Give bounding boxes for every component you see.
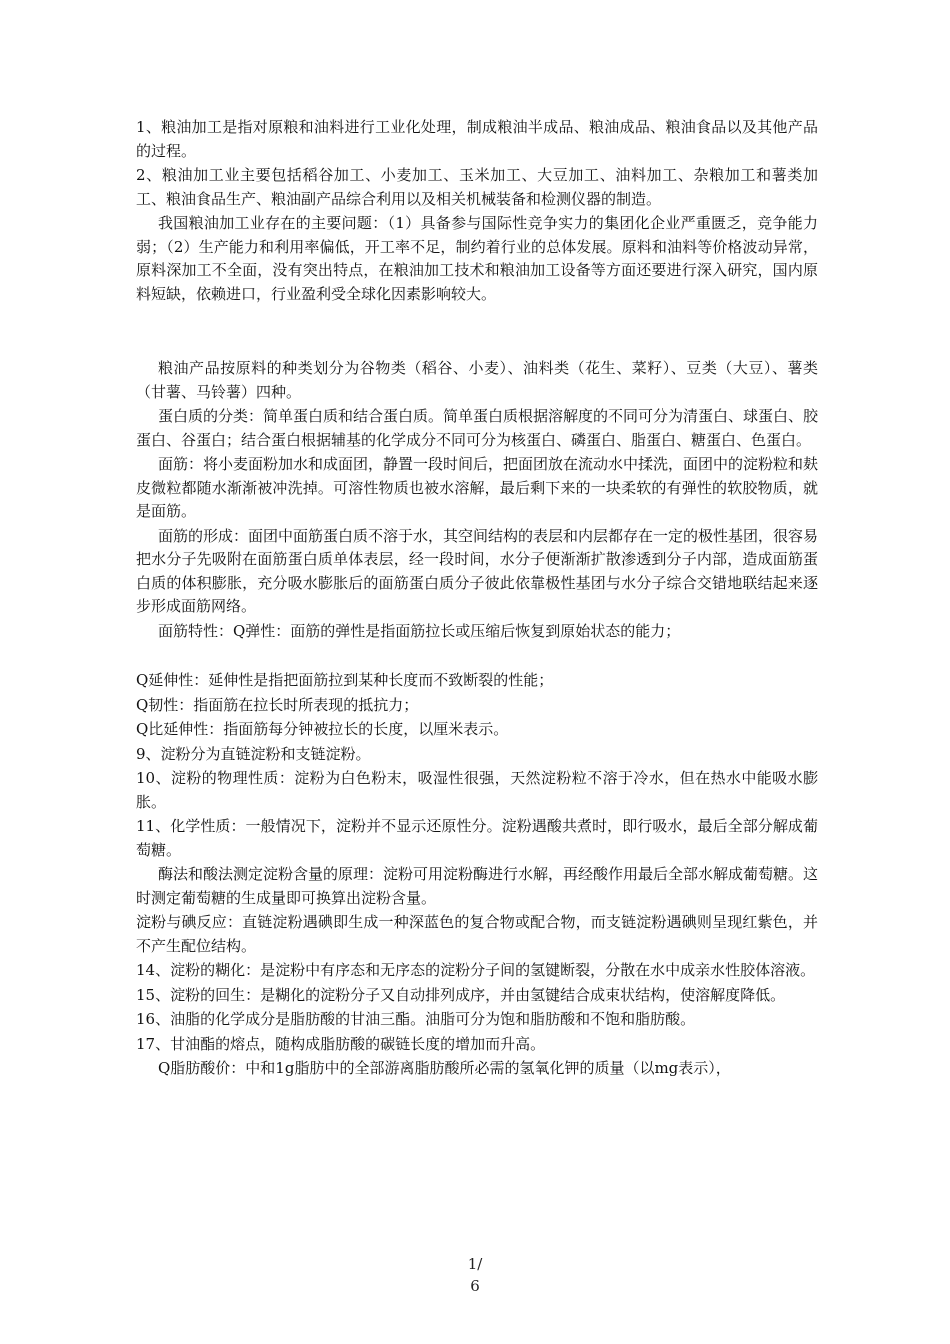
paragraph: Q比延伸性：指面筋每分钟被拉长的长度，以厘米表示。 (136, 720, 509, 738)
paragraph: 蛋白质的分类：简单蛋白质和结合蛋白质。简单蛋白质根据溶解度的不同可分为清蛋白、球蛋白、胶蛋白、谷蛋白；结合蛋白根据辅基的化学成分不同可分为核蛋白、磷蛋白、脂蛋白、糖蛋白、色蛋白。 (136, 407, 819, 449)
page-number (458, 1253, 492, 1297)
paragraph: 11、化学性质：一般情况下，淀粉并不显示还原性分。淀粉遇酸共煮时，即行吸水，最后全部分解成葡萄糖。 (136, 817, 818, 859)
paragraph: 1、粮油加工是指对原粮和油料进行工业化处理，制成粮油半成品、粮油成品、粮油食品以及其他产品的过程。 (136, 118, 818, 160)
page-number-total: 6 (470, 1277, 480, 1295)
paragraph: 我国粮油加工业存在的主要问题：（1）具备参与国际性竞争实力的集团化企业严重匮乏，竞争能力弱；（2）生产能力和利用率偏低，开工率不足，制约着行业的总体发展。原料和油料等价格波动异常，原料深加工不全面，没有突出特点，在粮油加工技术和粮油加工设备等方面还要进行深入研究，国内原料短缺，依赖进口，行业盈利受全球化因素影响较大。 (136, 214, 818, 303)
paragraph: 淀粉与碘反应：直链淀粉遇碘即生成一种深蓝色的复合物或配合物，而支链淀粉遇碘则呈现红紫色，并不产生配位结构。 (136, 913, 818, 955)
spacer (136, 307, 818, 332)
paragraph: 14、淀粉的糊化：是淀粉中有序态和无序态的淀粉分子间的氢键断裂，分散在水中成亲水性胶体溶液。 (136, 961, 816, 979)
paragraph: 16、油脂的化学成分是脂肪酸的甘油三酯。油脂可分为饱和脂肪酸和不饱和脂肪酸。 (136, 1010, 696, 1028)
paragraph: 2、粮油加工业主要包括稻谷加工、小麦加工、玉米加工、大豆加工、油料加工、杂粮加工和薯类加工、粮油食品生产、粮油副产品综合利用以及相关机械装备和检测仪器的制造。 (136, 166, 818, 208)
paragraph: Q脂肪酸价：中和1g脂肪中的全部游离脂肪酸所必需的氢氧化钾的质量（以mg表示）， (158, 1059, 731, 1077)
paragraph: 9、淀粉分为直链淀粉和支链淀粉。 (136, 744, 371, 763)
paragraph: 面筋特性：Q弹性：面筋的弹性是指面筋拉长或压缩后恢复到原始状态的能力； (158, 621, 681, 640)
paragraph: Q延伸性：延伸性是指把面筋拉到某种长度而不致断裂的性能； (136, 671, 554, 689)
page-number-current: 1/ (467, 1255, 483, 1273)
spacer (136, 332, 818, 357)
spacer (136, 644, 818, 669)
paragraph: 10、淀粉的物理性质：淀粉为白色粉末，吸湿性很强，天然淀粉粒不溶于冷水，但在热水中能吸水膨胀。 (136, 769, 818, 811)
paragraph: 酶法和酸法测定淀粉含量的原理：淀粉可用淀粉酶进行水解，再经酸作用最后全部水解成葡萄糖。这时测定葡萄糖的生成量即可换算出淀粉含量。 (136, 865, 819, 907)
paragraph: Q韧性：指面筋在拉长时所表现的抵抗力； (136, 695, 419, 714)
paragraph: 粮油产品按原料的种类划分为谷物类（稻谷、小麦）、油料类（花生、菜籽）、豆类（大豆）、薯类（甘薯、马铃薯）四种。 (136, 359, 818, 401)
paragraph: 面筋的形成：面团中面筋蛋白质不溶于水，其空间结构的表层和内层都存在一定的极性基团，很容易把水分子先吸附在面筋蛋白质单体表层，经一段时间，水分子便渐渐扩散渗透到分子内部，造成面筋蛋白质的体积膨胀，充分吸水膨胀后的面筋蛋白质分子彼此依靠极性基团与水分子综合交错地联结起来逐步形成面筋网络。 (136, 526, 819, 615)
paragraph: 17、甘油酯的熔点，随构成脂肪酸的碳链长度的增加而升高。 (136, 1034, 546, 1053)
document-body (136, 116, 818, 1082)
paragraph: 15、淀粉的回生：是糊化的淀粉分子又自动排列成序，并由氢键结合成束状结构，使溶解度降低。 (136, 985, 786, 1004)
paragraph: 面筋：将小麦面粉加水和成面团，静置一段时间后，把面团放在流动水中揉洗，面团中的淀粉粒和麸皮微粒都随水渐渐被冲洗掉。可溶性物质也被水溶解，最后剩下来的一块柔软的有弹性的软胶物质，就是面筋。 (136, 455, 819, 520)
